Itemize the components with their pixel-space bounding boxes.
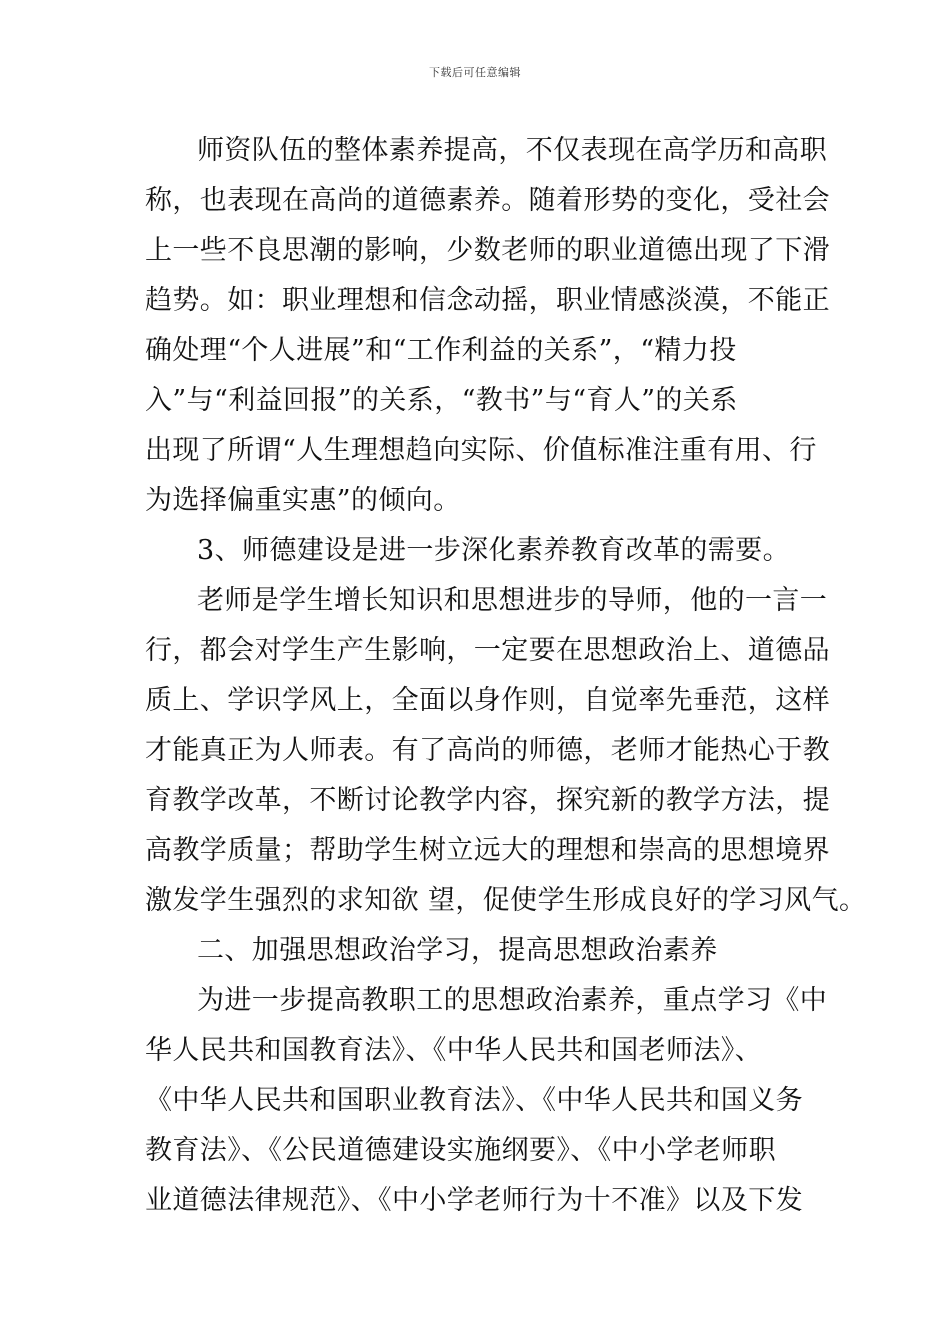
section-heading: 3、师德建设是进一步深化素养教育改革的需要。 [197,535,790,566]
text-line: 趋势。如：职业理想和信念动摇，职业情感淡漠，不能正 [145,285,830,316]
document-body [145,126,867,1226]
text-line: 激发学生强烈的求知欲 望，促使学生形成良好的学习风气。 [145,885,867,916]
text-line: 称，也表现在高尚的道德素养。随着形势的变化，受社会 [145,185,830,216]
text-line: 为进一步提高教职工的思想政治素养，重点学习《中 [197,985,828,1016]
text-line: 教育法》、《公民道德建设实施纲要》、《中小学老师职 [145,1135,776,1166]
text-line: 华人民共和国教育法》、《中华人民共和国老师法》、 [145,1035,763,1066]
text-line: 师资队伍的整体素养提高，不仅表现在高学历和高职 [197,135,828,166]
text-line: 业道德法律规范》、《中小学老师行为十不准》以及下发 [145,1185,803,1216]
text-line: 出现了所谓“人生理想趋向实际、价值标准注重有用、行 [145,435,817,466]
text-line: 行，都会对学生产生影响，一定要在思想政治上、道德品 [145,635,830,666]
text-line: 老师是学生增长知识和思想进步的导师，他的一言一 [197,585,828,616]
text-line: 育教学改革，不断讨论教学内容，探究新的教学方法，提 [145,785,830,816]
text-line: 质上、学识学风上，全面以身作则，自觉率先垂范，这样 [145,685,830,716]
section-heading: 二、加强思想政治学习，提高思想政治素养 [197,935,718,966]
page-header: 下载后可任意编辑 [429,66,521,79]
text-line: 才能真正为人师表。有了高尚的师德，老师才能热心于教 [145,735,830,766]
text-line: 为选择偏重实惠”的倾向。 [145,485,461,516]
text-line: 《中华人民共和国职业教育法》、《中华人民共和国义务 [145,1085,803,1116]
text-line: 入”与“利益回报”的关系，“教书”与“育人”的关系 [145,385,738,416]
text-line: 上一些不良思潮的影响，少数老师的职业道德出现了下滑 [145,235,830,266]
text-line: 高教学质量；帮助学生树立远大的理想和崇高的思想境界 [145,835,830,866]
text-line: 确处理“个人进展”和“工作利益的关系”，“精力投 [145,335,737,366]
